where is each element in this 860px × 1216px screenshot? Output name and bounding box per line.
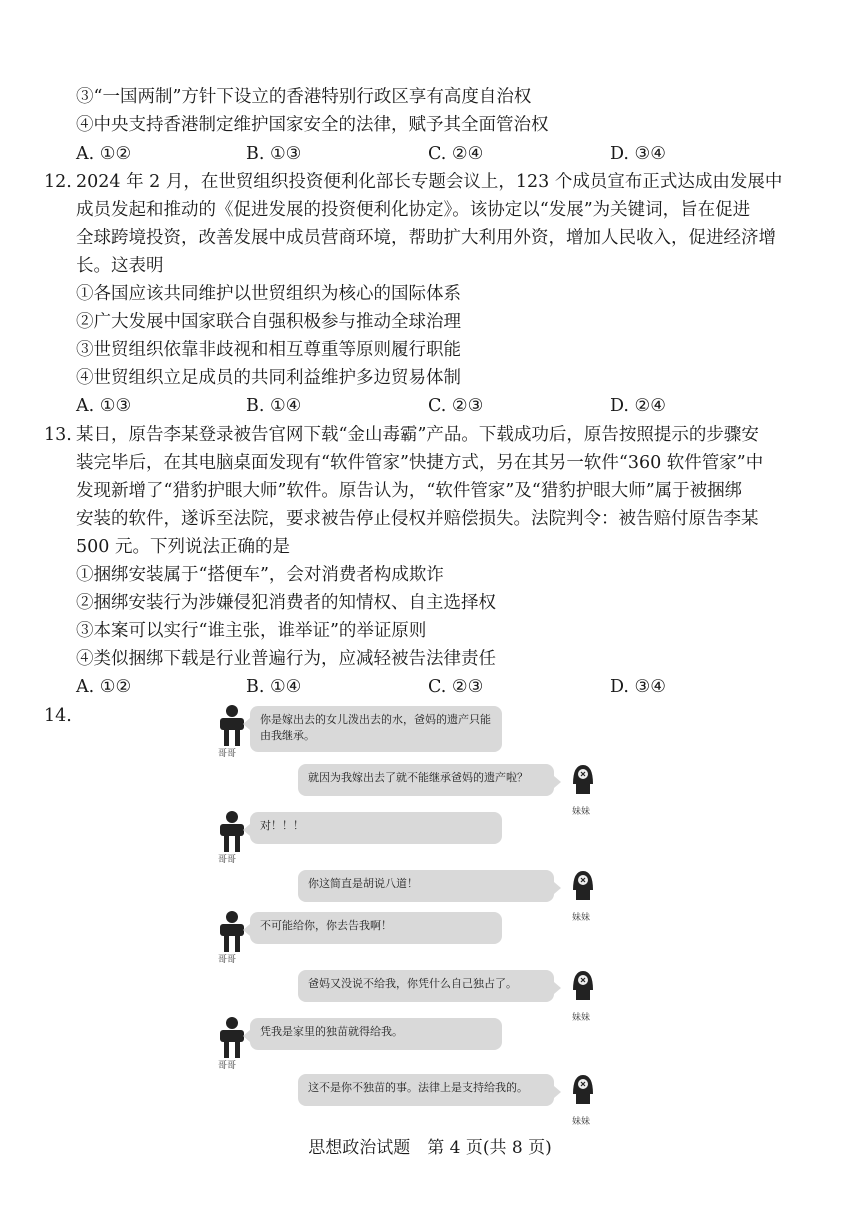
sister-speech-bubble: 你这简直是胡说八道！ xyxy=(298,870,554,902)
page-footer: 思想政治试题 第 4 页(共 8 页) xyxy=(308,1138,552,1158)
q13-item-2: ②捆绑安装行为涉嫌侵犯消费者的知情权、自主选择权 xyxy=(76,593,496,613)
brother-speech-bubble: 你是嫁出去的女儿泼出去的水，爸妈的遗产只能由我继承。 xyxy=(250,706,502,752)
q11-option-d: D. ③④ xyxy=(610,144,666,164)
q13-option-b: B. ①④ xyxy=(246,677,302,697)
q13-option-d: D. ③④ xyxy=(610,677,666,697)
q12-stem-line-2: 成员发起和推动的《促进发展的投资便利化协定》。该协定以“发展”为关键词，旨在促进 xyxy=(76,200,751,220)
sister-label: 妹妹 xyxy=(571,1117,590,1127)
brother-label: 哥哥 xyxy=(217,955,236,965)
q12-item-4: ④世贸组织立足成员的共同利益维护多边贸易体制 xyxy=(76,368,461,388)
brother-speech-bubble: 对！！！ xyxy=(250,812,502,844)
sister-speech-bubble: 爸妈又没说不给我，你凭什么自己独占了。 xyxy=(298,970,554,1002)
q14-number: 14. xyxy=(44,706,72,726)
q13-number: 13. xyxy=(44,425,72,445)
q12-stem-line-4: 长。这表明 xyxy=(76,256,164,276)
q12-item-2: ②广大发展中国家联合自强积极参与推动全球治理 xyxy=(76,312,461,332)
q12-item-3: ③世贸组织依靠非歧视和相互尊重等原则履行职能 xyxy=(76,340,461,360)
sister-speech-bubble: 这不是你不独苗的事。法律上是支持给我的。 xyxy=(298,1074,554,1106)
brother-label: 哥哥 xyxy=(217,749,236,759)
q11-item-3: ③“一国两制”方针下设立的香港特别行政区享有高度自治权 xyxy=(76,87,532,107)
sister-label: 妹妹 xyxy=(571,913,590,923)
q13-stem-line-1: 某日，原告李某登录被告官网下载“金山毒霸”产品。下载成功后，原告按照提示的步骤安 xyxy=(76,425,759,445)
q13-option-c: C. ②③ xyxy=(428,677,484,697)
q11-option-b: B. ①③ xyxy=(246,144,302,164)
q12-stem-line-1: 2024 年 2 月，在世贸组织投资便利化部长专题会议上，123 个成员宣布正式达成由发展中 xyxy=(76,172,783,192)
q13-stem-line-5: 500 元。下列说法正确的是 xyxy=(76,537,290,557)
q13-option-a: A. ①② xyxy=(76,677,132,697)
sister-speech-bubble: 就因为我嫁出去了就不能继承爸妈的遗产啦？ xyxy=(298,764,554,796)
brother-speech-bubble: 不可能给你，你去告我啊！ xyxy=(250,912,502,944)
q12-option-c: C. ②③ xyxy=(428,396,484,416)
q13-item-3: ③本案可以实行“谁主张，谁举证”的举证原则 xyxy=(76,621,427,641)
sister-label: 妹妹 xyxy=(571,807,590,817)
q12-number: 12. xyxy=(44,172,72,192)
q13-stem-line-2: 装完毕后，在其电脑桌面发现有“软件管家”快捷方式，另在其另一软件“360 软件管家”中 xyxy=(76,453,764,473)
q11-item-4: ④中央支持香港制定维护国家安全的法律，赋予其全面管治权 xyxy=(76,115,549,135)
q12-option-b: B. ①④ xyxy=(246,396,302,416)
q11-option-c: C. ②④ xyxy=(428,144,484,164)
q13-stem-line-4: 安装的软件，遂诉至法院，要求被告停止侵权并赔偿损失。法院判令：被告赔付原告李某 xyxy=(76,509,759,529)
q13-item-1: ①捆绑安装属于“搭便车”，会对消费者构成欺诈 xyxy=(76,565,444,585)
brother-speech-bubble: 凭我是家里的独苗就得给我。 xyxy=(250,1018,502,1050)
q13-stem-line-3: 发现新增了“猎豹护眼大师”软件。原告认为，“软件管家”及“猎豹护眼大师”属于被捆绑 xyxy=(76,481,743,501)
q13-item-4: ④类似捆绑下载是行业普遍行为，应减轻被告法律责任 xyxy=(76,649,496,669)
brother-label: 哥哥 xyxy=(217,1061,236,1071)
q12-option-d: D. ②④ xyxy=(610,396,666,416)
q12-stem-line-3: 全球跨境投资，改善发展中成员营商环境，帮助扩大利用外资，增加人民收入，促进经济增 xyxy=(76,228,776,248)
sister-label: 妹妹 xyxy=(571,1013,590,1023)
q11-option-a: A. ①② xyxy=(76,144,132,164)
q12-option-a: A. ①③ xyxy=(76,396,132,416)
q12-item-1: ①各国应该共同维护以世贸组织为核心的国际体系 xyxy=(76,284,461,304)
brother-label: 哥哥 xyxy=(217,855,236,865)
